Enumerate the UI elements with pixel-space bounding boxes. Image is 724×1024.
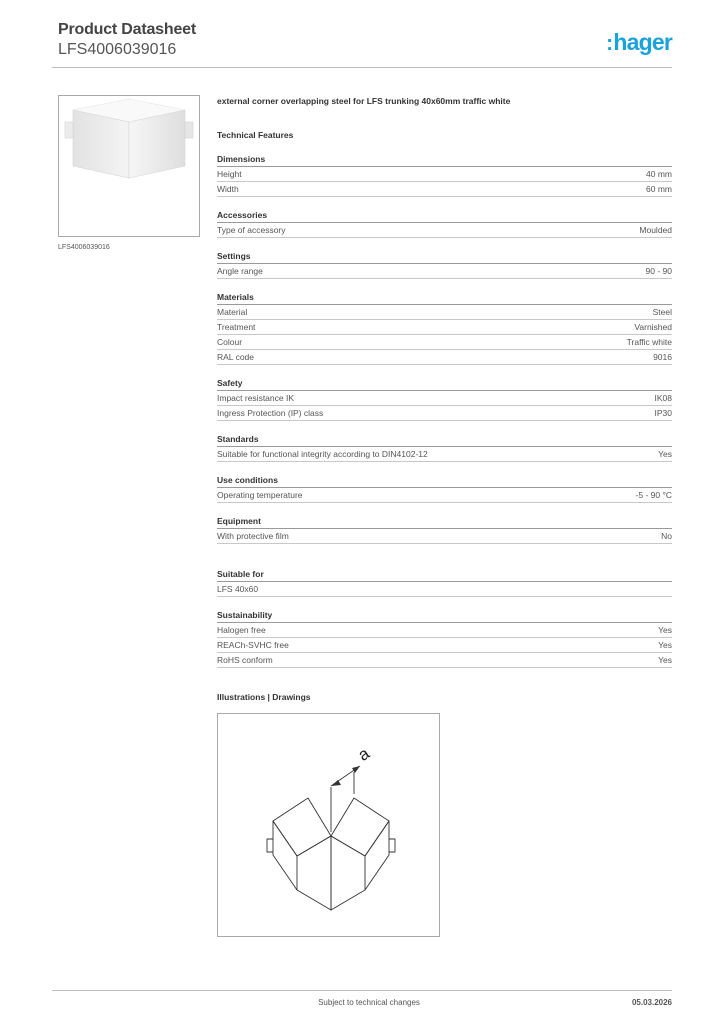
- technical-sections: [217, 153, 672, 544]
- spec-section: [217, 474, 672, 503]
- spec-value: 40 mm: [646, 169, 672, 179]
- spec-row: [217, 582, 672, 597]
- spec-value: Yes: [658, 655, 672, 665]
- section-title: Dimensions: [217, 153, 672, 167]
- spec-label: Impact resistance IK: [217, 393, 295, 403]
- page-title: Product Datasheet: [58, 21, 196, 38]
- spec-label: Operating temperature: [217, 490, 303, 500]
- section-title: Use conditions: [217, 474, 672, 488]
- spec-row: [217, 638, 672, 653]
- spec-row: [217, 653, 672, 668]
- spec-value: Yes: [658, 640, 672, 650]
- spec-section: [217, 153, 672, 197]
- image-caption: LFS4006039016: [58, 244, 110, 251]
- spec-row: [217, 447, 672, 462]
- hager-logo: [606, 29, 672, 57]
- spec-value: 90 - 90: [645, 266, 672, 276]
- spec-row: [217, 350, 672, 365]
- section-title: Settings: [217, 250, 672, 264]
- spec-row: [217, 320, 672, 335]
- spec-value: 60 mm: [646, 184, 672, 194]
- spec-label: Colour: [217, 337, 243, 347]
- technical-drawing: [217, 713, 440, 937]
- spec-value: Yes: [658, 449, 672, 459]
- spec-row: [217, 623, 672, 638]
- spec-value: No: [661, 531, 672, 541]
- spec-section: [217, 377, 672, 421]
- product-photo-illustration: [59, 96, 199, 236]
- suitable-for-section: [217, 568, 672, 597]
- spec-label: Type of accessory: [217, 225, 286, 235]
- spec-label: With protective film: [217, 531, 289, 541]
- spec-label: Material: [217, 307, 248, 317]
- spec-section: [217, 291, 672, 365]
- article-number: LFS4006039016: [58, 41, 177, 58]
- technical-features-heading: Technical Features: [217, 130, 294, 140]
- section-title: Materials: [217, 291, 672, 305]
- spec-value: Varnished: [634, 322, 672, 332]
- spec-label: Halogen free: [217, 625, 266, 635]
- corner-drawing: [218, 714, 439, 936]
- spec-row: [217, 223, 672, 238]
- logo-colon: :: [606, 32, 613, 55]
- spec-row: [217, 264, 672, 279]
- spec-label: RAL code: [217, 352, 255, 362]
- spec-label: LFS 40x60: [217, 584, 259, 594]
- logo-text: hager: [613, 29, 672, 55]
- spec-label: Height: [217, 169, 242, 179]
- spec-section: [217, 250, 672, 279]
- spec-value: Moulded: [639, 225, 672, 235]
- header-divider: [52, 67, 672, 68]
- spec-row: [217, 406, 672, 421]
- spec-row: [217, 335, 672, 350]
- spec-row: [217, 391, 672, 406]
- spec-value: 9016: [653, 352, 672, 362]
- spec-section: [217, 433, 672, 462]
- product-description: external corner overlapping steel for LFS trunking 40x60mm traffic white: [217, 96, 511, 106]
- spec-label: RoHS conform: [217, 655, 273, 665]
- footer-divider: [52, 990, 672, 991]
- section-title: Standards: [217, 433, 672, 447]
- spec-value: -5 - 90 °C: [635, 490, 672, 500]
- section-title: Sustainability: [217, 609, 672, 623]
- spec-row: [217, 488, 672, 503]
- spec-label: Angle range: [217, 266, 263, 276]
- spec-label: Suitable for functional integrity according to DIN4102-12: [217, 449, 428, 459]
- spec-value: Traffic white: [626, 337, 672, 347]
- spec-label: Ingress Protection (IP) class: [217, 408, 324, 418]
- section-title: Safety: [217, 377, 672, 391]
- footer-note: Subject to technical changes: [318, 998, 420, 1007]
- spec-row: [217, 167, 672, 182]
- spec-label: Width: [217, 184, 239, 194]
- header: [58, 20, 196, 59]
- section-title: Equipment: [217, 515, 672, 529]
- dimension-label: a: [354, 743, 374, 765]
- spec-value: Steel: [652, 307, 672, 317]
- spec-row: [217, 182, 672, 197]
- spec-row: [217, 305, 672, 320]
- spec-row: [217, 529, 672, 544]
- sustainability-section: [217, 609, 672, 668]
- spec-section: [217, 515, 672, 544]
- spec-value: IP30: [654, 408, 672, 418]
- footer-date: 05.03.2026: [631, 998, 672, 1007]
- spec-value: IK08: [654, 393, 672, 403]
- section-title: Suitable for: [217, 568, 672, 582]
- illustrations-heading: Illustrations | Drawings: [217, 692, 311, 702]
- main-content: [217, 94, 672, 937]
- section-title: Accessories: [217, 209, 672, 223]
- spec-section: [217, 209, 672, 238]
- product-image: [58, 95, 200, 237]
- spec-label: REACh-SVHC free: [217, 640, 289, 650]
- spec-value: Yes: [658, 625, 672, 635]
- spec-label: Treatment: [217, 322, 256, 332]
